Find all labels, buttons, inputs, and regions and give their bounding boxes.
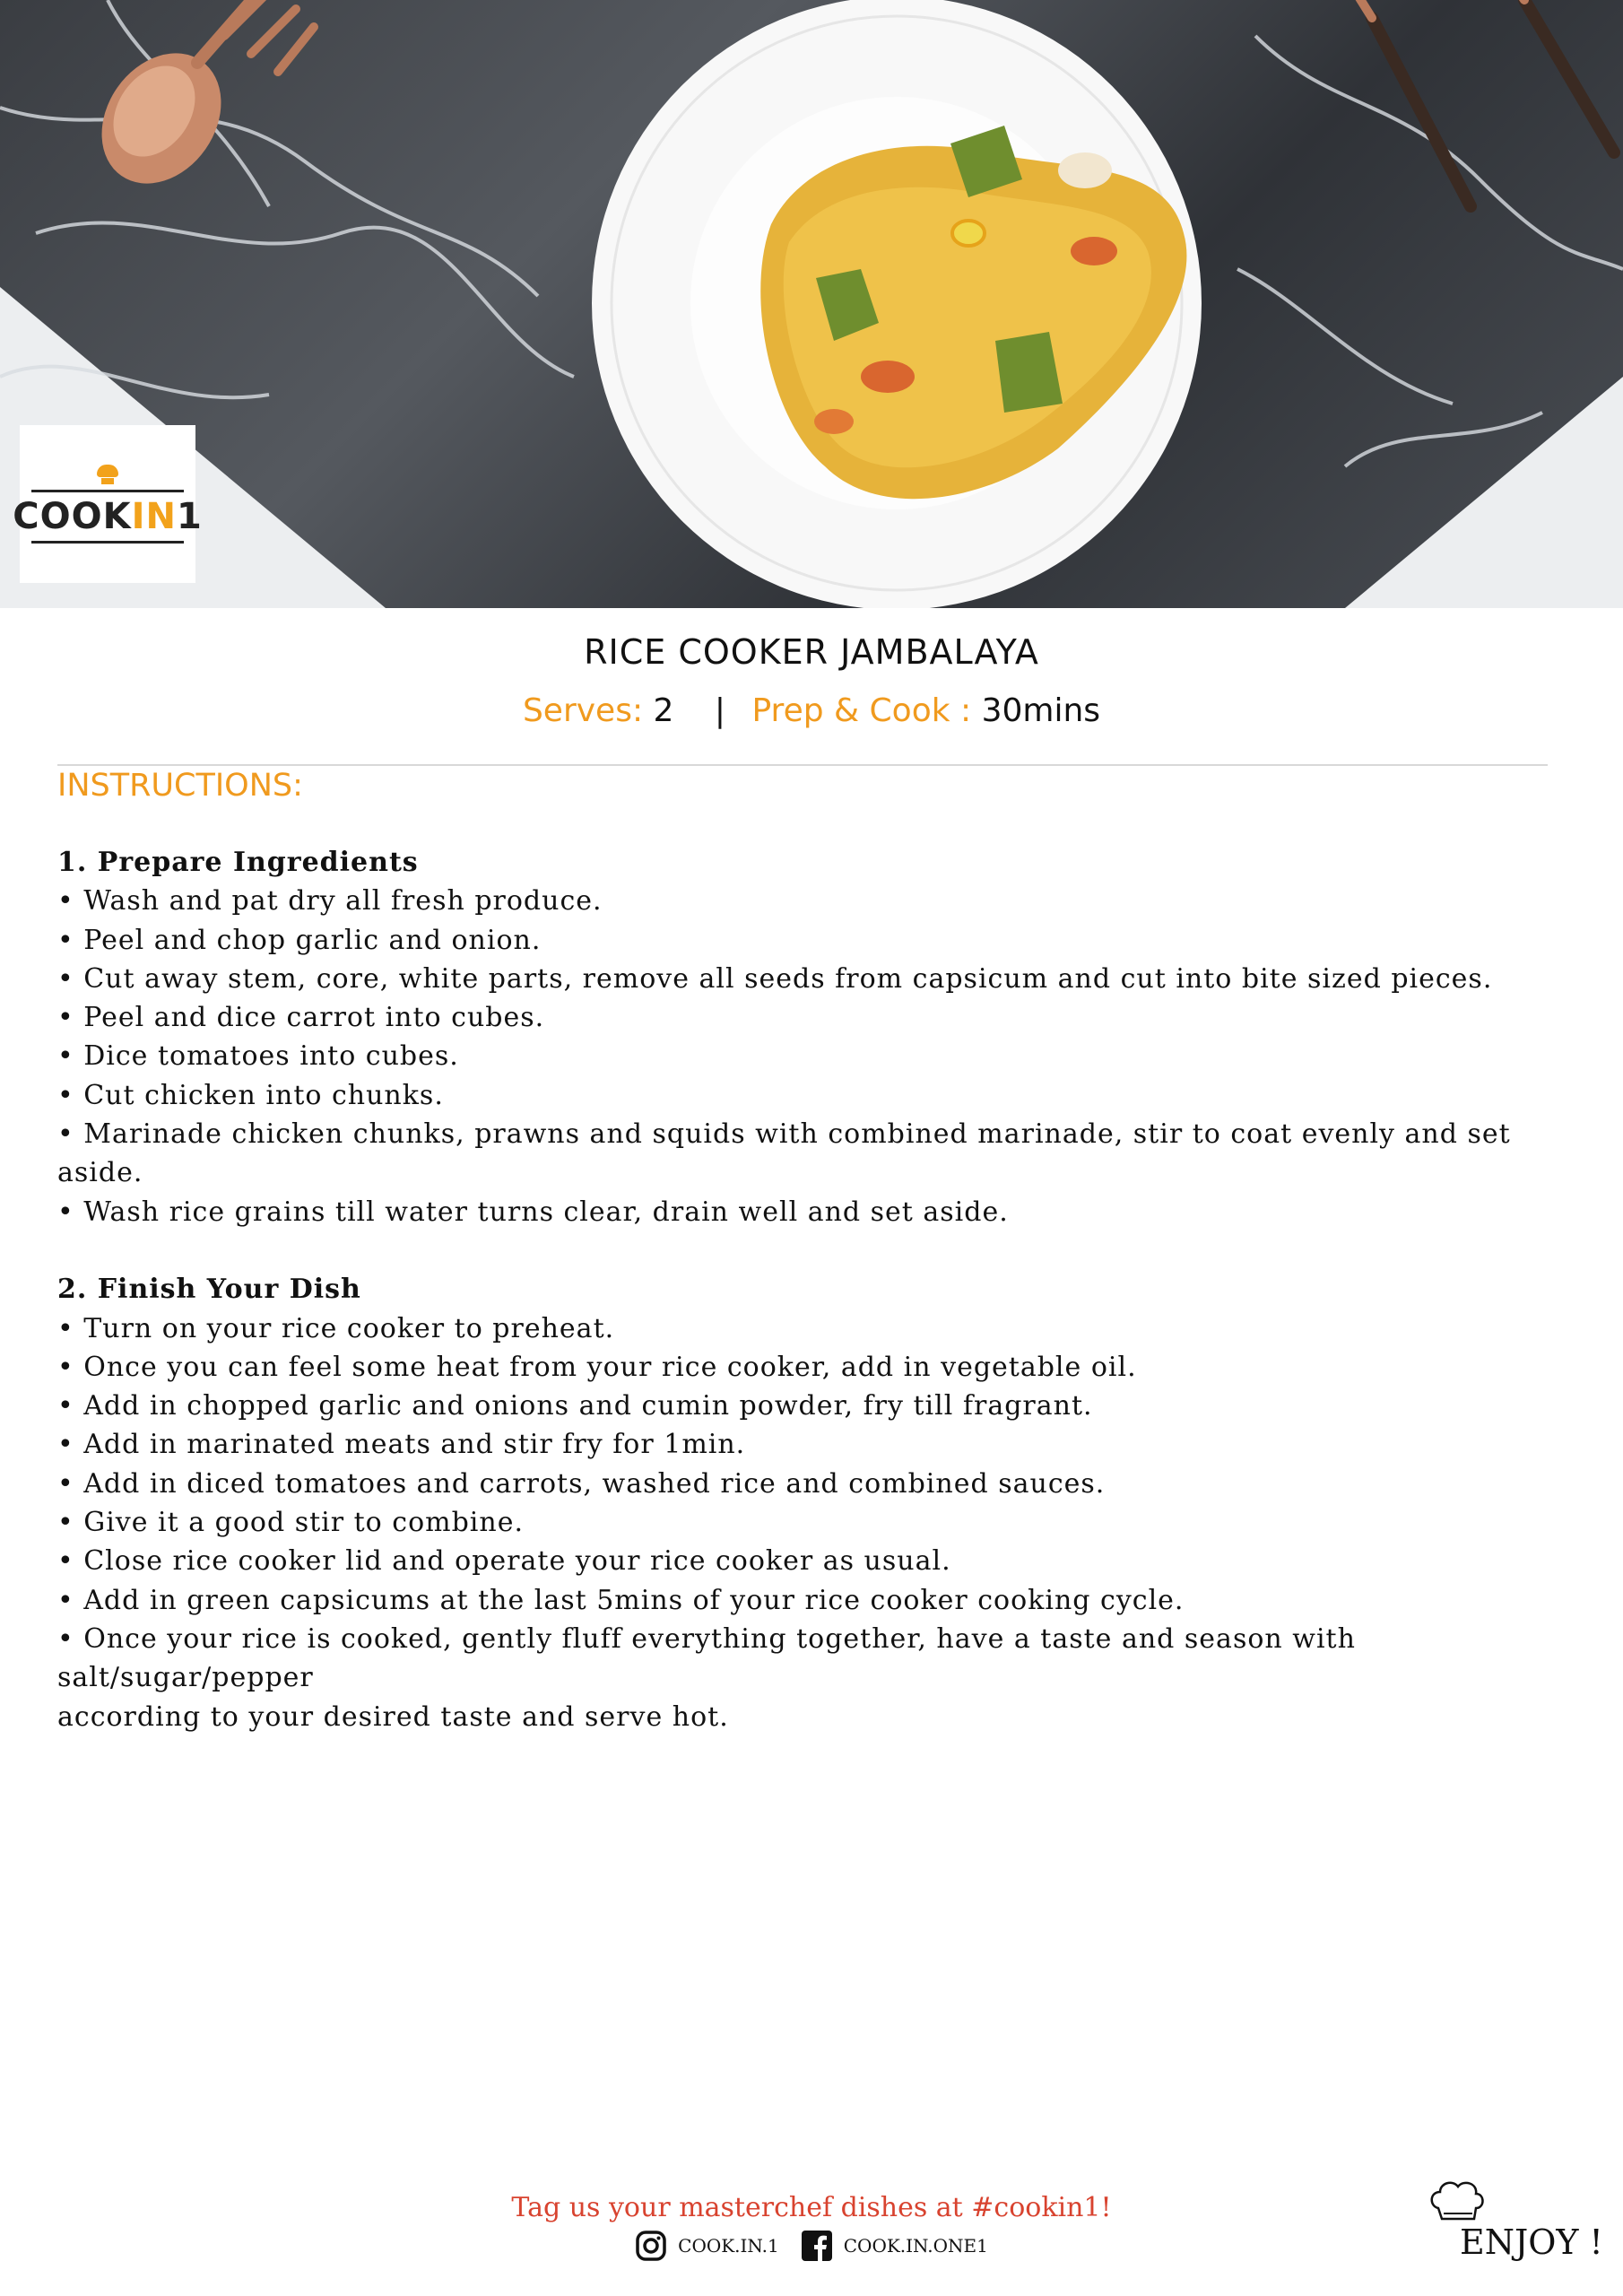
list-item: • Add in chopped garlic and onions and cumin powder, fry till fragrant. (57, 1390, 1093, 1422)
list-item: • Add in green capsicums at the last 5mins of your rice cooker cooking cycle. (57, 1584, 1185, 1616)
chef-hat-icon (94, 465, 121, 488)
list-item: • Dice tomatoes into cubes. (57, 1040, 459, 1073)
recipe-title: RICE COOKER JAMBALAYA (584, 632, 1039, 672)
instruction-steps (57, 843, 1564, 1775)
cookin1-logo (13, 425, 203, 583)
facebook-icon (801, 2230, 833, 2262)
list-item: • Turn on your rice cooker to preheat. (57, 1312, 615, 1344)
list-item: • Cut chicken into chunks. (57, 1079, 444, 1111)
facebook-handle: COOK.IN.ONE1 (843, 2235, 988, 2257)
step-title: 2. Finish Your Dish (57, 1274, 361, 1306)
serves-value: 2 (653, 692, 674, 729)
list-item: • Wash and pat dry all fresh produce. (57, 885, 603, 918)
instagram-handle: COOK.IN.1 (678, 2235, 779, 2257)
list-item: • Once your rice is cooked, gently fluff everything together, have a taste and season with salt/sugar/pepper (57, 1622, 1356, 1694)
cutlery-handles-icon (1372, 0, 1614, 206)
logo-wordmark: COOKIN1 (13, 496, 203, 537)
marble-table-illustration (0, 0, 1623, 608)
list-item: • Peel and chop garlic and onion. (57, 924, 542, 956)
list-item: • Give it a good stir to combine. (57, 1507, 525, 1539)
instagram-icon (635, 2230, 667, 2262)
hero-image (0, 0, 1623, 608)
list-item: • Peel and dice carrot into cubes. (57, 1002, 545, 1034)
step-title: 1. Prepare Ingredients (57, 847, 419, 878)
section-divider (57, 764, 1548, 766)
instructions-heading: INSTRUCTIONS: (57, 768, 303, 804)
instagram-link[interactable] (635, 2230, 779, 2262)
list-item: • Add in marinated meats and stir fry for 1min. (57, 1429, 746, 1461)
list-item: • Wash rice grains till water turns clear, drain well and set aside. (57, 1196, 1009, 1228)
footer-tagline: Tag us your masterchef dishes at #cookin1! (511, 2192, 1112, 2223)
list-item: • Cut away stem, core, white parts, remove all seeds from capsicum and cut into bite sized pieces. (57, 962, 1493, 995)
prep-value: 30mins (981, 692, 1101, 729)
meta-separator: | (714, 692, 726, 729)
prep-label: Prep & Cook : (751, 692, 972, 729)
enjoy-text: ENJOY ! (1460, 2222, 1603, 2262)
list-item: • Close rice cooker lid and operate your rice cooker as usual. (57, 1545, 951, 1578)
facebook-link[interactable] (801, 2230, 988, 2262)
recipe-meta (0, 692, 1623, 729)
social-links (0, 2230, 1623, 2262)
list-item: • Marinade chicken chunks, prawns and squids with combined marinade, stir to coat evenly and set aside. (57, 1118, 1511, 1189)
list-item: • Once you can feel some heat from your rice cooker, add in vegetable oil. (57, 1351, 1137, 1383)
serves-label: Serves: (522, 692, 644, 729)
step-prepare-ingredients (57, 843, 1564, 1231)
logo-rule (31, 541, 184, 544)
list-item: according to your desired taste and serve hot. (57, 1700, 729, 1733)
list-item: • Add in diced tomatoes and carrots, washed rice and combined sauces. (57, 1467, 1106, 1500)
step-finish-your-dish (57, 1270, 1564, 1736)
enjoy-mark (1426, 2178, 1605, 2267)
